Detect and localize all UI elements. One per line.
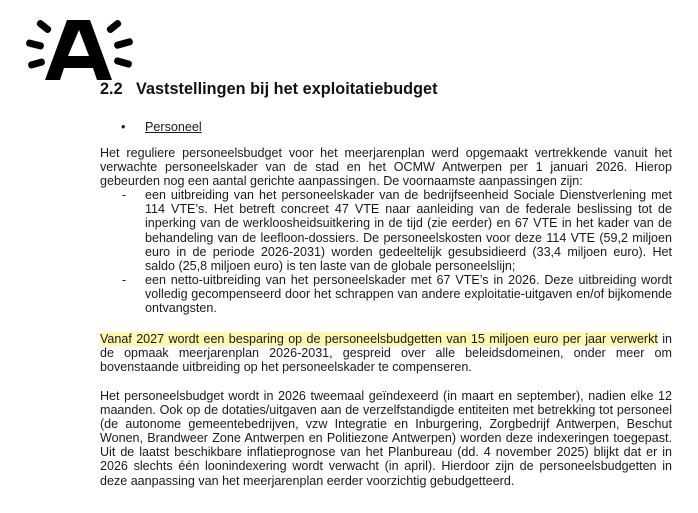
paragraph-text: in de opmaak meerjarenplan 2026-2031, gespreid over alle beleidsdomeinen, onder meer om bovenstaande uitbreiding op het personeelskader te compenseren. <box>100 332 672 375</box>
logo-letter-a <box>45 20 112 80</box>
bullet-item-personeel <box>121 120 202 134</box>
list-item-text: een netto-uitbreiding van het personeelskader met 67 VTE’s in 2026. Deze uitbreiding wordt volledig gecompenseerd door het schrappen van andere exploitatie-uitgaven en/of bijkomende ontvangsten. <box>145 272 672 316</box>
list-item <box>100 188 672 273</box>
section-heading <box>100 80 438 99</box>
paragraph-intro: Het reguliere personeelsbudget voor het meerjarenplan werd opgemaakt vertrekkende vanuit het verwachte personeelskader van de stad en het OCMW Antwerpen per 1 januari 2026. Hierop gebeurden nog een aantal gerichte aanpassingen. De voornaamste aanpassingen zijn: <box>100 146 672 189</box>
logo-ray <box>106 19 123 34</box>
bullet-icon: • <box>121 120 126 134</box>
paragraph-indexation <box>100 389 672 488</box>
list-item-text: een uitbreiding van het personeelskader van de bedrijfseenheid Sociale Dienstverlening met 114 VTE’s. Het betreft concreet 47 VTE naar aanleiding van de federale beslissing tot de inperking van de werkloosheidsuitkering in de tijd (zie eerder) en 67 VTE in het kader van de behandeling van de leefloon-dossiers. De personeelskosten voor deze 114 VTE (59,2 miljoen euro in de periode 2026-2031) worden gedeeltelijk gesubsidieerd (33,4 miljoen euro). Het saldo (25,8 miljoen euro) is ten laste van de globale personeelslijn; <box>145 188 672 273</box>
paragraph-personnel-budget <box>100 146 672 315</box>
section-title: Vaststellingen bij het exploitatiebudget <box>136 80 438 98</box>
logo-ray <box>113 57 132 69</box>
paragraph-savings <box>100 332 672 374</box>
list-item <box>100 273 672 315</box>
dash-icon: - <box>122 272 127 287</box>
logo-ray <box>36 19 53 34</box>
paragraph-text: Het personeelsbudget wordt in 2026 tweemaal geïndexeerd (in maart en september), nadien elke 12 maanden. Ook op de dotaties/uitgaven aan de verzelfstandigde entiteiten met betrekking tot personeel (de autonome gemeentebedrijven, vzw Integratie en Inburgering, Zorgbedrijf Antwerpen, Beschut Wonen, Brandweer Zone Antwerpen en Politiezone Antwerpen) worden deze indexeringen toegepast. Uit de laatst beschikbare inflatieprognose van het Planbureau (dd. 4 november 2025) blijkt dat er in 2026 slechts één loonindexering wordt verwacht (in april). Hierdoor zijn de personeelsbudgetten in deze aanpassing van het meerjarenplan eerder voorzichtig gebudgetteerd. <box>100 389 672 488</box>
section-number: 2.2 <box>100 80 123 98</box>
highlighted-text: Vanaf 2027 wordt een besparing op de personeelsbudgetten van 15 miljoen euro per jaar verwerkt <box>100 332 658 346</box>
dash-icon: - <box>122 188 127 203</box>
antwerpen-logo <box>24 14 140 86</box>
adjustments-list <box>100 188 672 315</box>
logo-ray <box>113 38 133 50</box>
logo-ray <box>27 58 45 69</box>
logo-ray <box>25 39 44 50</box>
bullet-label: Personeel <box>145 120 202 134</box>
